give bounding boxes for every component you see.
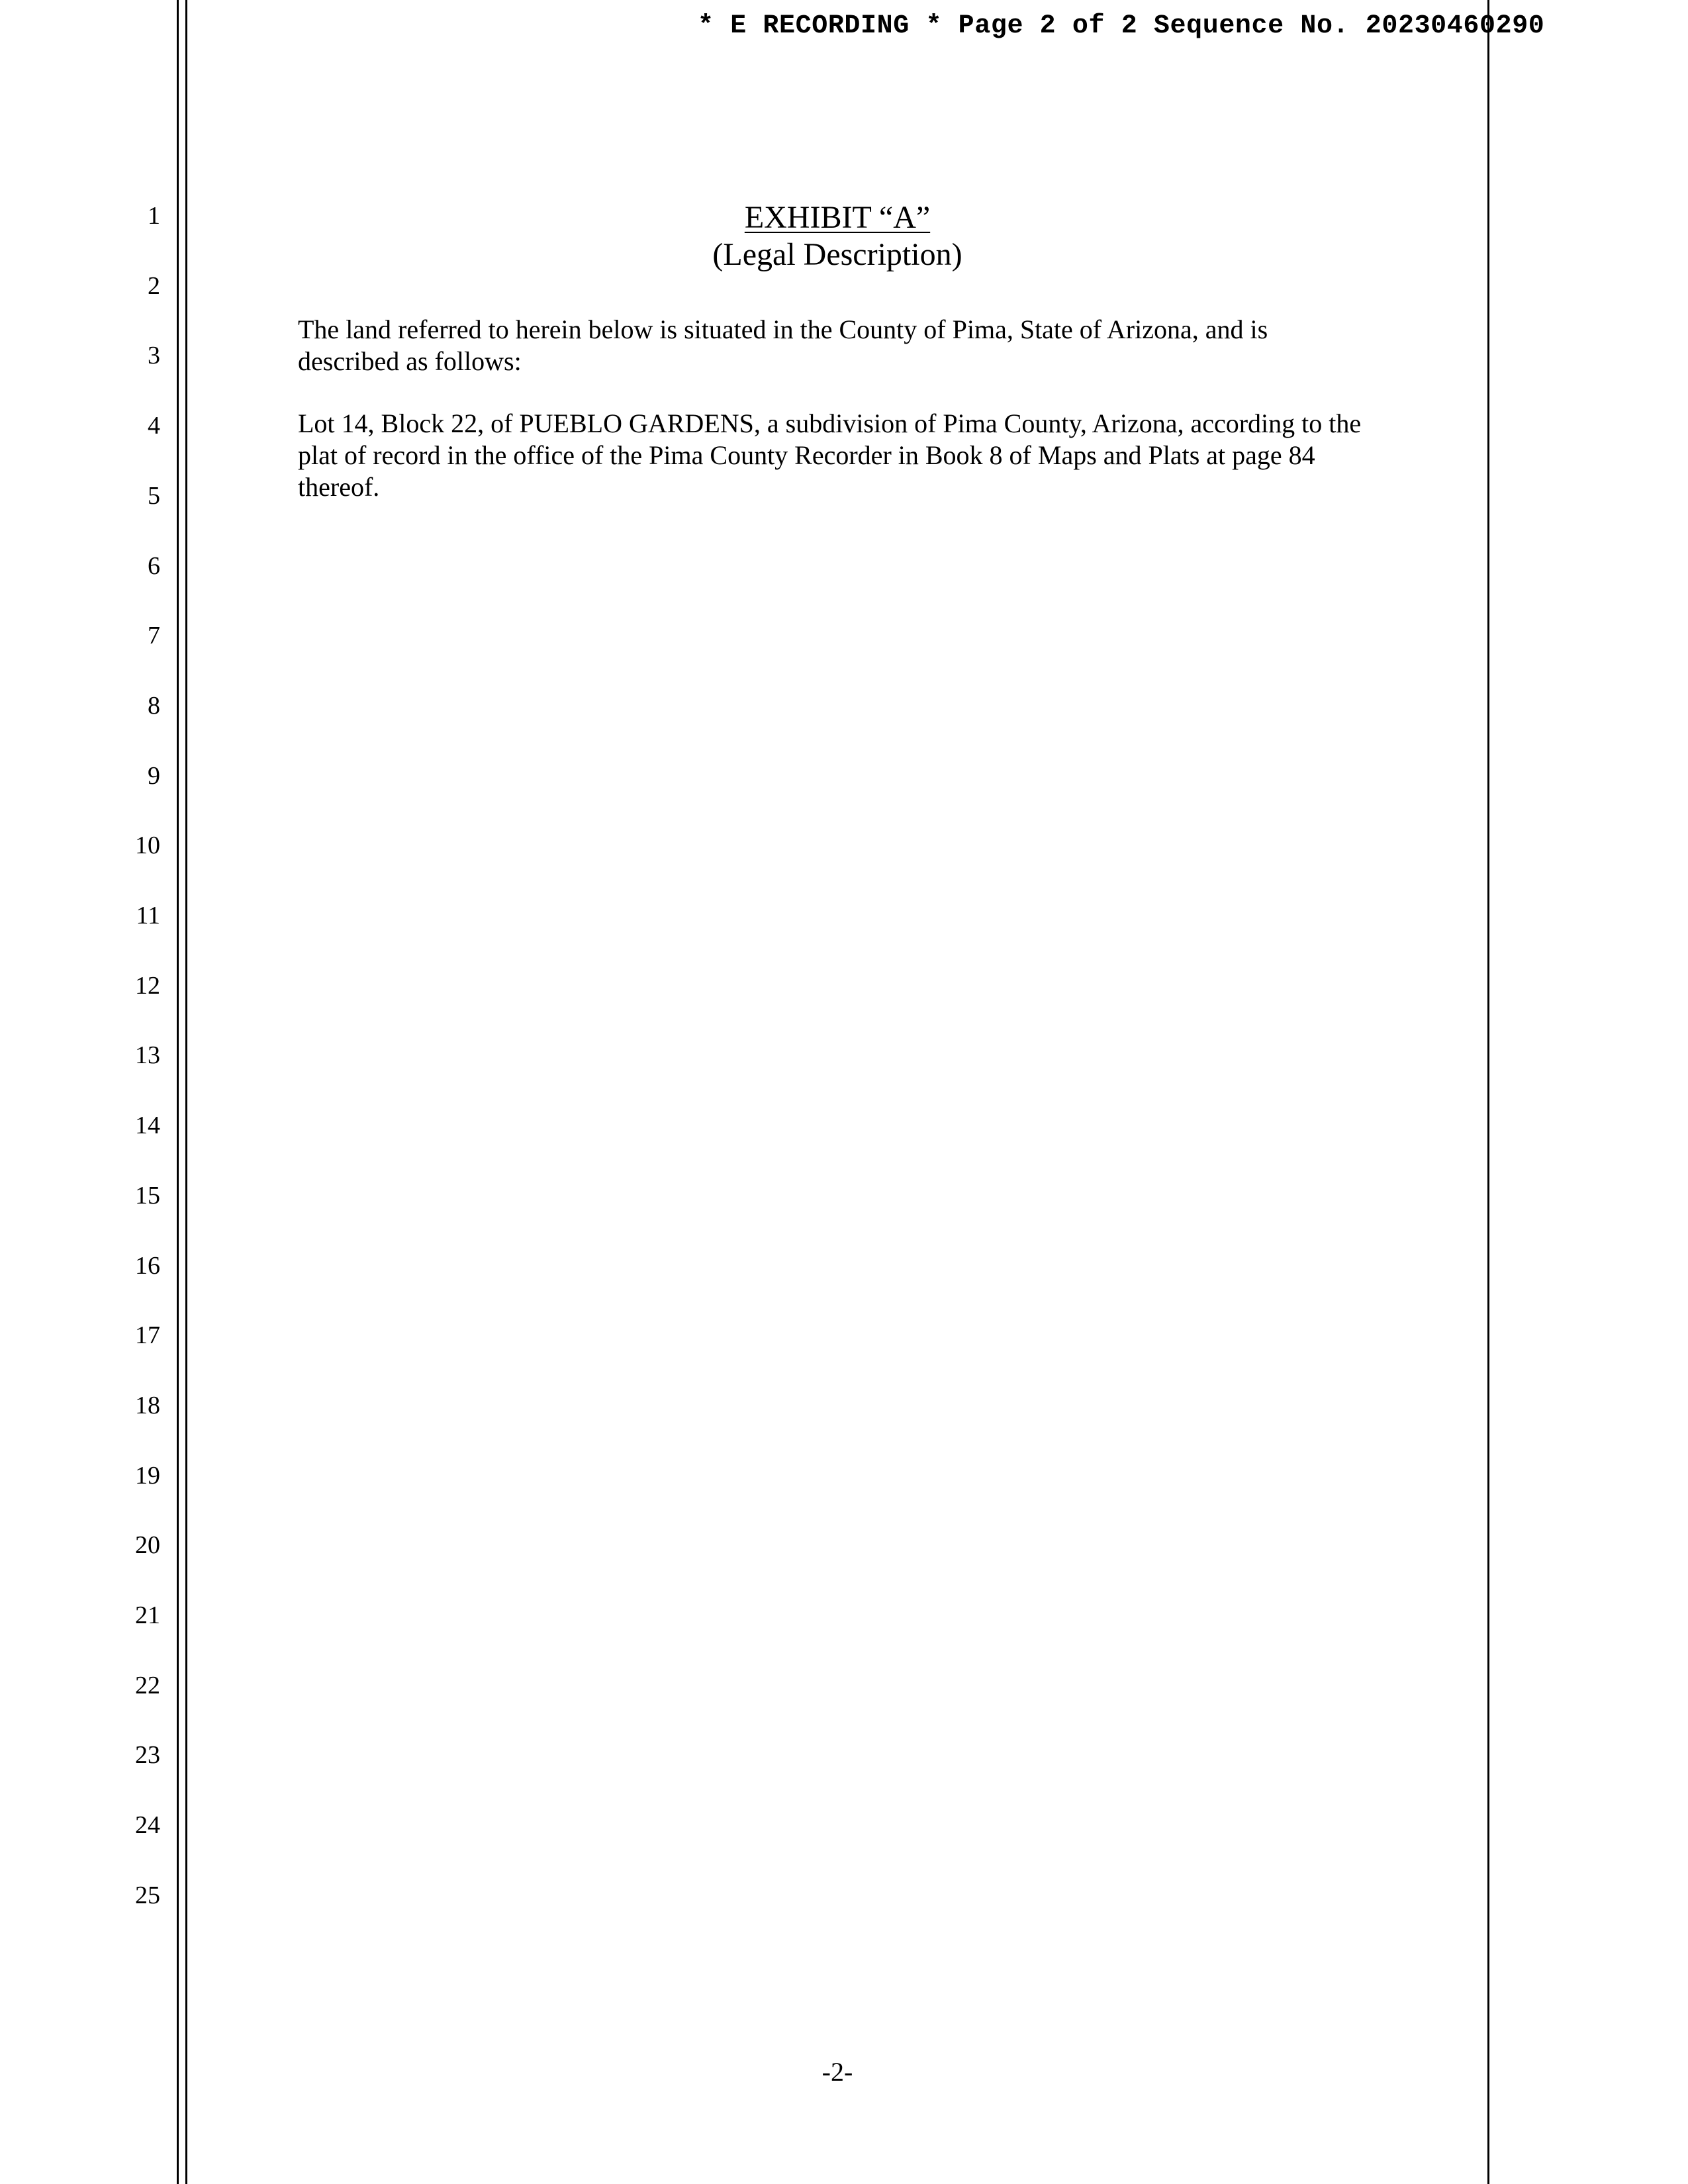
line-number: 14	[135, 1112, 160, 1139]
line-number: 8	[148, 692, 160, 720]
line-number: 4	[148, 412, 160, 440]
line-number: 23	[135, 1741, 160, 1769]
line-number: 18	[135, 1392, 160, 1419]
left-margin-rule-outer	[177, 0, 179, 2184]
line-number: 10	[135, 831, 160, 859]
line-number: 22	[135, 1672, 160, 1699]
line-number: 7	[148, 622, 160, 649]
right-margin-rule	[1487, 0, 1489, 2184]
line-number: 9	[148, 762, 160, 790]
line-number: 12	[135, 972, 160, 1000]
line-number: 2	[148, 272, 160, 300]
line-number: 20	[135, 1531, 160, 1559]
line-number: 15	[135, 1182, 160, 1210]
line-number: 16	[135, 1252, 160, 1280]
line-number: 5	[148, 482, 160, 510]
line-number: 24	[135, 1811, 160, 1839]
line-number: 3	[148, 342, 160, 369]
line-number: 21	[135, 1601, 160, 1629]
line-number: 13	[135, 1041, 160, 1069]
legal-description-paragraph: Lot 14, Block 22, of PUEBLO GARDENS, a subdivision of Pima County, Arizona, according to the plat of record in the office of the Pima County Recorder in Book 8 of Maps and Plats at page 84 thereof.	[298, 408, 1362, 502]
exhibit-subtitle: (Legal Description)	[712, 237, 962, 272]
intro-paragraph: The land referred to herein below is situated in the County of Pima, State of Arizona, and is described as follows:	[298, 314, 1268, 376]
line-number: 25	[135, 1881, 160, 1909]
exhibit-title: EXHIBIT “A”	[744, 200, 931, 235]
line-number: 11	[136, 902, 160, 929]
left-margin-rule-inner	[185, 0, 187, 2184]
recording-stamp: * E RECORDING * Page 2 of 2 Sequence No. 20230460290	[698, 11, 1545, 41]
line-number: 17	[135, 1321, 160, 1349]
page-number: -2-	[821, 2057, 853, 2087]
line-number: 19	[135, 1462, 160, 1490]
line-number: 6	[148, 552, 160, 580]
line-number: 1	[148, 202, 160, 230]
